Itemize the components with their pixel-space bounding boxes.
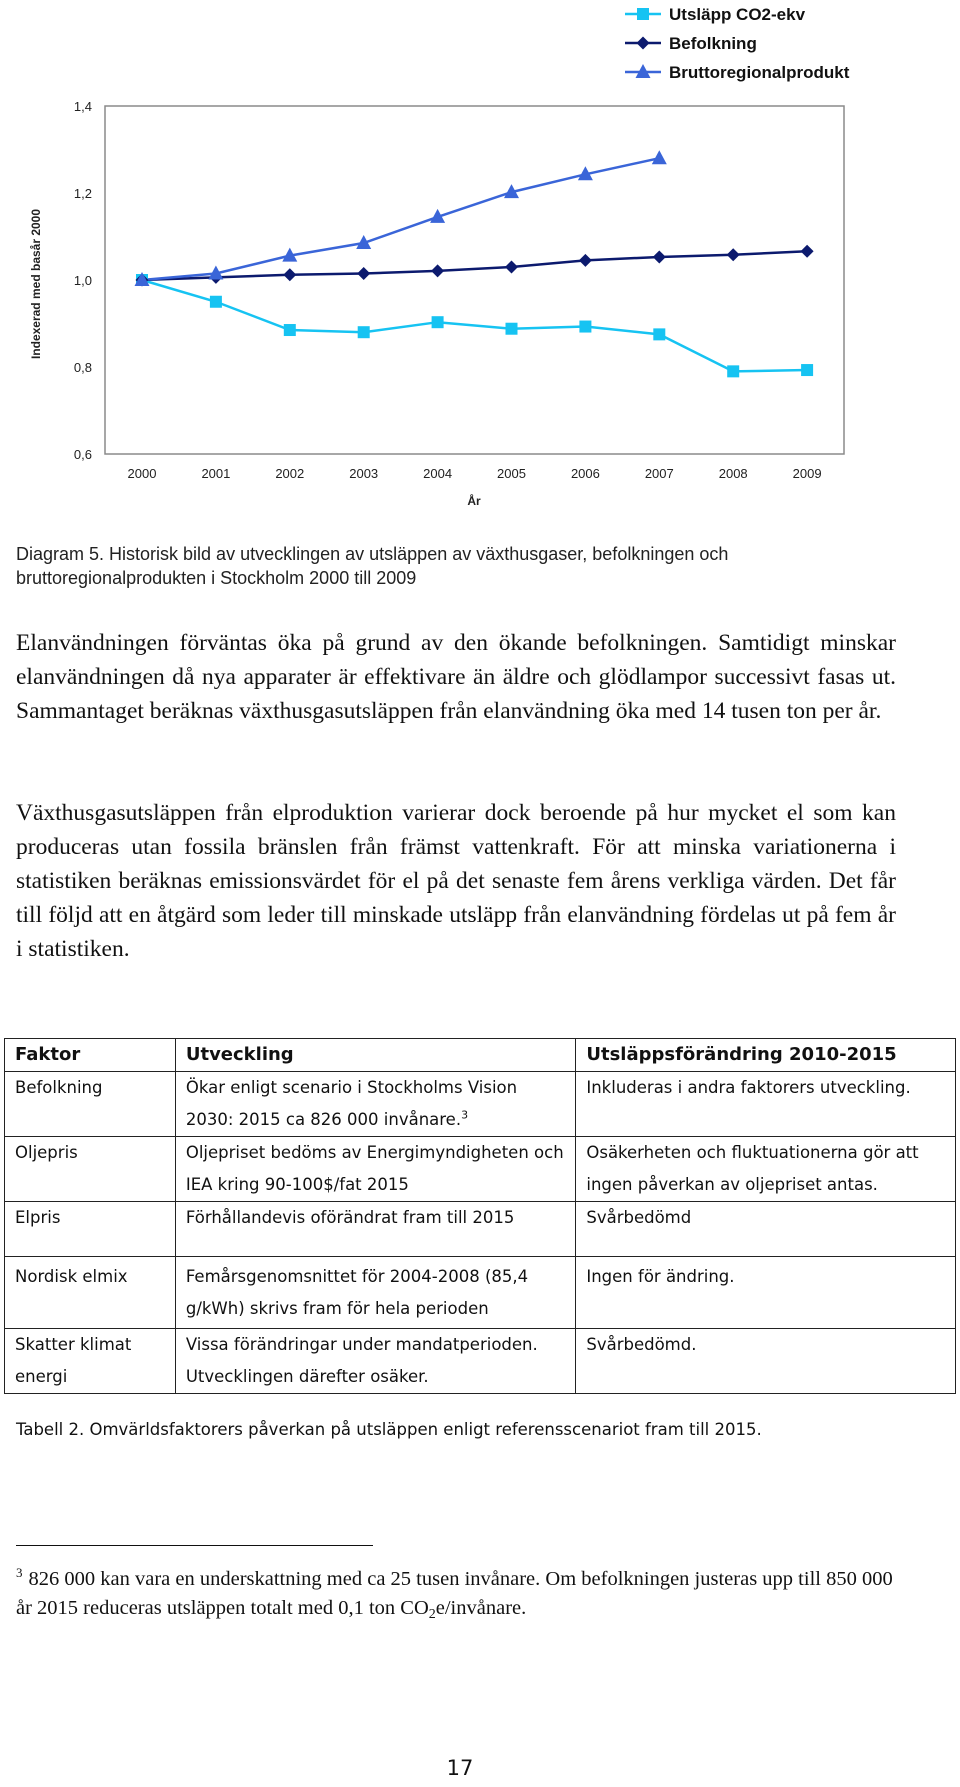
factor-table xyxy=(4,1038,956,1394)
table-cell: Vissa förändringar under mandatperioden. Utvecklingen därefter osäker. xyxy=(175,1329,576,1394)
table-cell: Befolkning xyxy=(5,1072,176,1137)
table-cell: Nordisk elmix xyxy=(5,1257,176,1329)
y-tick-label: 1,4 xyxy=(73,99,92,114)
column-header: Utveckling xyxy=(175,1039,576,1072)
footnote-divider xyxy=(16,1545,373,1546)
y-tick-label: 1,2 xyxy=(73,186,92,201)
data-point-series-1 xyxy=(210,296,222,308)
data-point-series-1 xyxy=(358,326,370,338)
x-tick-label: 2007 xyxy=(644,466,674,481)
data-point-series-1 xyxy=(579,321,591,333)
chart-legend xyxy=(625,5,850,82)
table-cell: Oljepriset bedöms av Energimyndigheten och IEA kring 90-100$/fat 2015 xyxy=(175,1137,576,1202)
table-cell: Osäkerheten och fluktuationerna gör att ingen påverkan av oljepriset antas. xyxy=(576,1137,956,1202)
x-tick-label: 2002 xyxy=(275,466,305,481)
table-cell-text: Ökar enligt scenario i Stockholms Vision 2030: 2015 ca 826 000 invånare. xyxy=(185,1078,518,1129)
footnote-text: 826 000 kan vara en underskattning med ca 25 tusen invånare. Om befolkningen justeras upp till 850 000 år 2015 reduceras utsläppen totalt med 0,1 ton CO xyxy=(16,1568,893,1619)
y-axis-title: Indexerad med basår 2000 xyxy=(29,208,43,360)
x-tick-label: 2004 xyxy=(423,466,453,481)
legend-label: Bruttoregionalprodukt xyxy=(669,63,850,82)
x-tick-label: 2005 xyxy=(497,466,526,481)
table-cell: Skatter klimat energi xyxy=(5,1329,176,1394)
table-cell: Svårbedömd. xyxy=(576,1329,956,1394)
data-point-series-1 xyxy=(284,324,296,336)
paragraph-electricity-production: Växthusgasutsläppen från elproduktion varierar dock beroende på hur mycket el som kan produceras utan fossila bränslen från främst vattenkraft. För att minska variationerna i statistiken beräknas emissionsvärdet för el på det senaste fem årens verkliga värden. Det får till följd att en åtgärd som leder till minskade utsläpp från elanvändning fördelas ut på fem år i statistiken. xyxy=(16,800,896,962)
x-tick-label: 2003 xyxy=(349,466,379,481)
legend-marker xyxy=(637,8,649,20)
page-number: 17 xyxy=(446,1756,474,1780)
legend-label: Utsläpp CO2-ekv xyxy=(669,5,806,24)
line-chart xyxy=(0,0,960,520)
x-tick-label: 2006 xyxy=(570,466,600,481)
x-tick-label: 2008 xyxy=(718,466,748,481)
chart-caption: Diagram 5. Historisk bild av utvecklingen av utsläppen av växthusgaser, befolkningen och bruttoregionalprodukten i Stockholm 2000 till 2009 xyxy=(16,544,729,588)
data-point-series-1 xyxy=(506,323,518,335)
y-tick-label: 0,6 xyxy=(73,447,92,462)
data-point-series-1 xyxy=(653,328,665,340)
table-row xyxy=(5,1137,956,1202)
data-point-series-1 xyxy=(432,316,444,328)
table-row xyxy=(5,1072,956,1137)
table-header-row xyxy=(5,1039,956,1072)
table-row xyxy=(5,1329,956,1394)
y-tick-label: 0,8 xyxy=(73,360,92,375)
footnote-subscript: 2 xyxy=(428,1607,436,1622)
footnote xyxy=(16,1558,896,1629)
column-header: Faktor xyxy=(5,1039,176,1072)
table-cell: Femårsgenomsnittet för 2004-2008 (85,4 g/kWh) skrivs fram för hela perioden xyxy=(175,1257,576,1329)
footnote-reference: 3 xyxy=(461,1108,469,1122)
table-row xyxy=(5,1202,956,1257)
x-axis-title: År xyxy=(467,494,481,508)
column-header: Utsläppsförändring 2010-2015 xyxy=(576,1039,956,1072)
table-caption: Tabell 2. Omvärldsfaktorers påverkan på utsläppen enligt referensscenariot fram till 2015. xyxy=(16,1420,762,1439)
table-row xyxy=(5,1257,956,1329)
table-cell xyxy=(175,1072,576,1137)
table-cell: Ingen för ändring. xyxy=(576,1257,956,1329)
footnote-mark: 3 xyxy=(16,1565,23,1580)
data-point-series-1 xyxy=(727,365,739,377)
x-tick-label: 2009 xyxy=(792,466,822,481)
table-cell: Förhållandevis oförändrat fram till 2015 xyxy=(175,1202,576,1257)
table-cell: Elpris xyxy=(5,1202,176,1257)
paragraph-electricity-use: Elanvändningen förväntas öka på grund av den ökande befolkningen. Samtidigt minskar elanvändningen då nya apparater är effektivare än äldre och glödlampor successivt fasas ut. Sammantaget beräknas växthusgasutsläppen från elanvändning öka med 14 tusen ton per år. xyxy=(16,630,896,724)
table-cell: Svårbedömd xyxy=(576,1202,956,1257)
x-tick-label: 2001 xyxy=(201,466,231,481)
table-cell: Inkluderas i andra faktorers utveckling. xyxy=(576,1072,956,1137)
legend-marker xyxy=(637,37,650,50)
footnote-text-end: e/invånare. xyxy=(435,1597,527,1619)
legend-label: Befolkning xyxy=(669,34,757,53)
data-point-series-1 xyxy=(801,364,813,376)
y-tick-label: 1,0 xyxy=(73,273,92,288)
table-cell: Oljepris xyxy=(5,1137,176,1202)
x-tick-label: 2000 xyxy=(127,466,157,481)
